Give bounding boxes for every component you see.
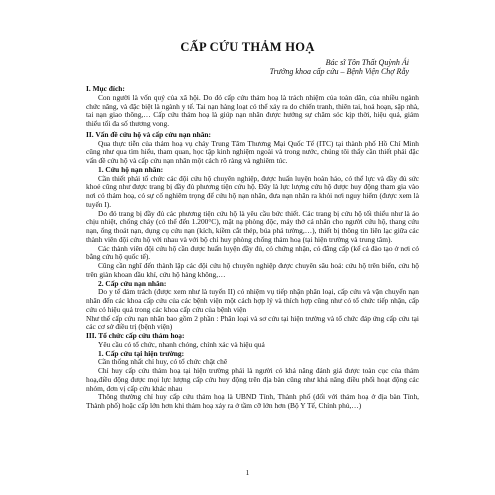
subsection-heading-2-2: 2. Cấp cứu nạn nhân: bbox=[98, 278, 167, 288]
paragraph: Các thành viên đội cứu hộ cần được huấn luyện đầy đủ, có chứng nhận, có đẳng cấp (kể cả đào tạo ở nơi có bằng cứu hộ quốc tế). bbox=[86, 243, 419, 262]
paragraph: Thông thường chỉ huy cấp cứu thảm hoạ là UBND Tỉnh, Thành phố (đối với thảm hoạ ở địa bàn Tỉnh, Thành phố) hoặc cấp lớn hơn khi thảm hoạ xảy ra ở tầm cỡ lớn hơn (Bộ Y Tế, Chính phủ,…) bbox=[86, 392, 419, 410]
paragraph: Cũng cần nghĩ đến thành lập các đội cứu hộ chuyên nghiệp được chuyên sâu hoá: cứu hộ trên biển, cứu hộ trên giàn khoan dầu khí, cứu hộ hàng không,… bbox=[86, 261, 419, 279]
section-heading-1: I. Mục đích: bbox=[86, 84, 125, 93]
paragraph: Qua thực tiễn của thảm hoạ vụ cháy Trung Tâm Thương Mại Quốc Tế (ITC) tại thành phố Hồ Chí Minh cũng như qua tìm hiểu, tham quan, học tập kinh nghiệm ngoài và trong nước, chúng tôi thấy cần thiết phải đặc vấn đề cứu hộ và cấp cứu nạn nhân một cách rõ ràng và nghiêm túc. bbox=[86, 138, 419, 165]
paragraph: Như thế cấp cứu nạn nhân bao gồm 2 phần : Phân loại và sơ cứu tại hiện trường và tổ chức đáp ứng cấp cứu tại các cơ sở điều trị (bệnh viện) bbox=[86, 313, 419, 332]
paragraph: Chỉ huy cấp cứu thảm hoạ tại hiện trường phải là người có khả năng đánh giá được toàn cục của thảm hoạ,điều động được mọi lực lượng cấp cứu huy động trên địa bàn cũng như khả năng điều phối hoạt động các nhóm, đơn vị cấp cứu khác nhau bbox=[86, 366, 419, 393]
paragraph: Yêu cầu có tổ chức, nhanh chóng, chính xác và hiệu quả bbox=[98, 339, 265, 349]
subsection-heading-2-1: 1. Cứu hộ nạn nhân: bbox=[98, 164, 164, 174]
paragraph: Do y tế đảm trách (được xem như là tuyến II) có nhiệm vụ tiếp nhận phân loại, cấp cứu và vận chuyển nạn nhân đến các khoa cấp cứu của các bệnh viện một cách hợp lý và thích hợp cũng như có tổ chức tiếp nhận, cấp cứu có hiệu quả trong các khoa cấp cứu của bệnh viện bbox=[86, 287, 419, 314]
section-heading-3: III. Tổ chức cấp cứu thảm hoạ: bbox=[86, 331, 185, 340]
author-position: Trưởng khoa cấp cứu – Bệnh Viện Chợ Rẫy bbox=[269, 67, 409, 76]
paragraph: Con người là vốn quý của xã hội. Do đó cấp cứu thảm hoạ là trách nhiệm của toàn dân, của nhiều ngành chức năng, và đặc biệt là ngành y tế. Tai nạn hàng loạt có thể xảy ra do chiến tranh, thiên tai, hoả hoạn, sập nhà, tai nạn giao thông,… Cấp cứu thảm hoạ là giúp nạn nhân được hướng sự chăm sóc kịp thời, hiệu quả, giảm thiểu tối đa số thương vong. bbox=[86, 92, 419, 128]
paragraph: Do đó trang bị đầy đủ các phương tiện cứu hộ là yêu cầu bức thiết. Các trang bị cứu hộ tối thiểu như là áo chịu nhiệt, chống cháy (có thể đến 1.200°C), mặt nạ phòng độc, máy thở cá nhân cho người cứu hộ, thang cứu nạn, ống thoát nạn, dụng cụ cứu nạn (kích, kiềm cắt thép, búa phá tường,…), thiết bị thông tin liên lạc giữa các thành viên đội cứu hộ với nhau và với bộ chỉ huy phòng chống thảm hoạ (tại hiện trường và trung tâm). bbox=[86, 208, 419, 244]
page-number: 1 bbox=[245, 468, 250, 477]
section-heading-2: II. Vấn đề cứu hộ và cấp cứu nạn nhân: bbox=[86, 129, 211, 139]
author-name: Bác sĩ Tôn Thất Quỳnh Ái bbox=[325, 58, 409, 67]
document-title: CẤP CỨU THẢM HOẠ bbox=[180, 40, 315, 54]
paragraph: Cần thống nhất chỉ huy, có tổ chức chặt chẽ bbox=[98, 357, 228, 367]
paragraph: Cần thiết phải tổ chức các đội cứu hộ chuyên nghiệp, được huấn luyện hoàn hảo, có thể lực và đầy đủ sức khoẻ cũng như được trang bị đầy đủ phương tiện cứu hộ. Đây là lực lượng cứu hộ được huy động tham gia vào nơi có thảm hoạ, có sự cố nghiêm trọng để cứu hộ nạn nhân, đưa nạn nhân ra khỏi nơi nguy hiểm (được xem là tuyến I). bbox=[86, 173, 419, 209]
document-body bbox=[86, 85, 419, 411]
subsection-heading-3-1: 1. Cấp cứu tại hiện trường: bbox=[98, 348, 185, 358]
